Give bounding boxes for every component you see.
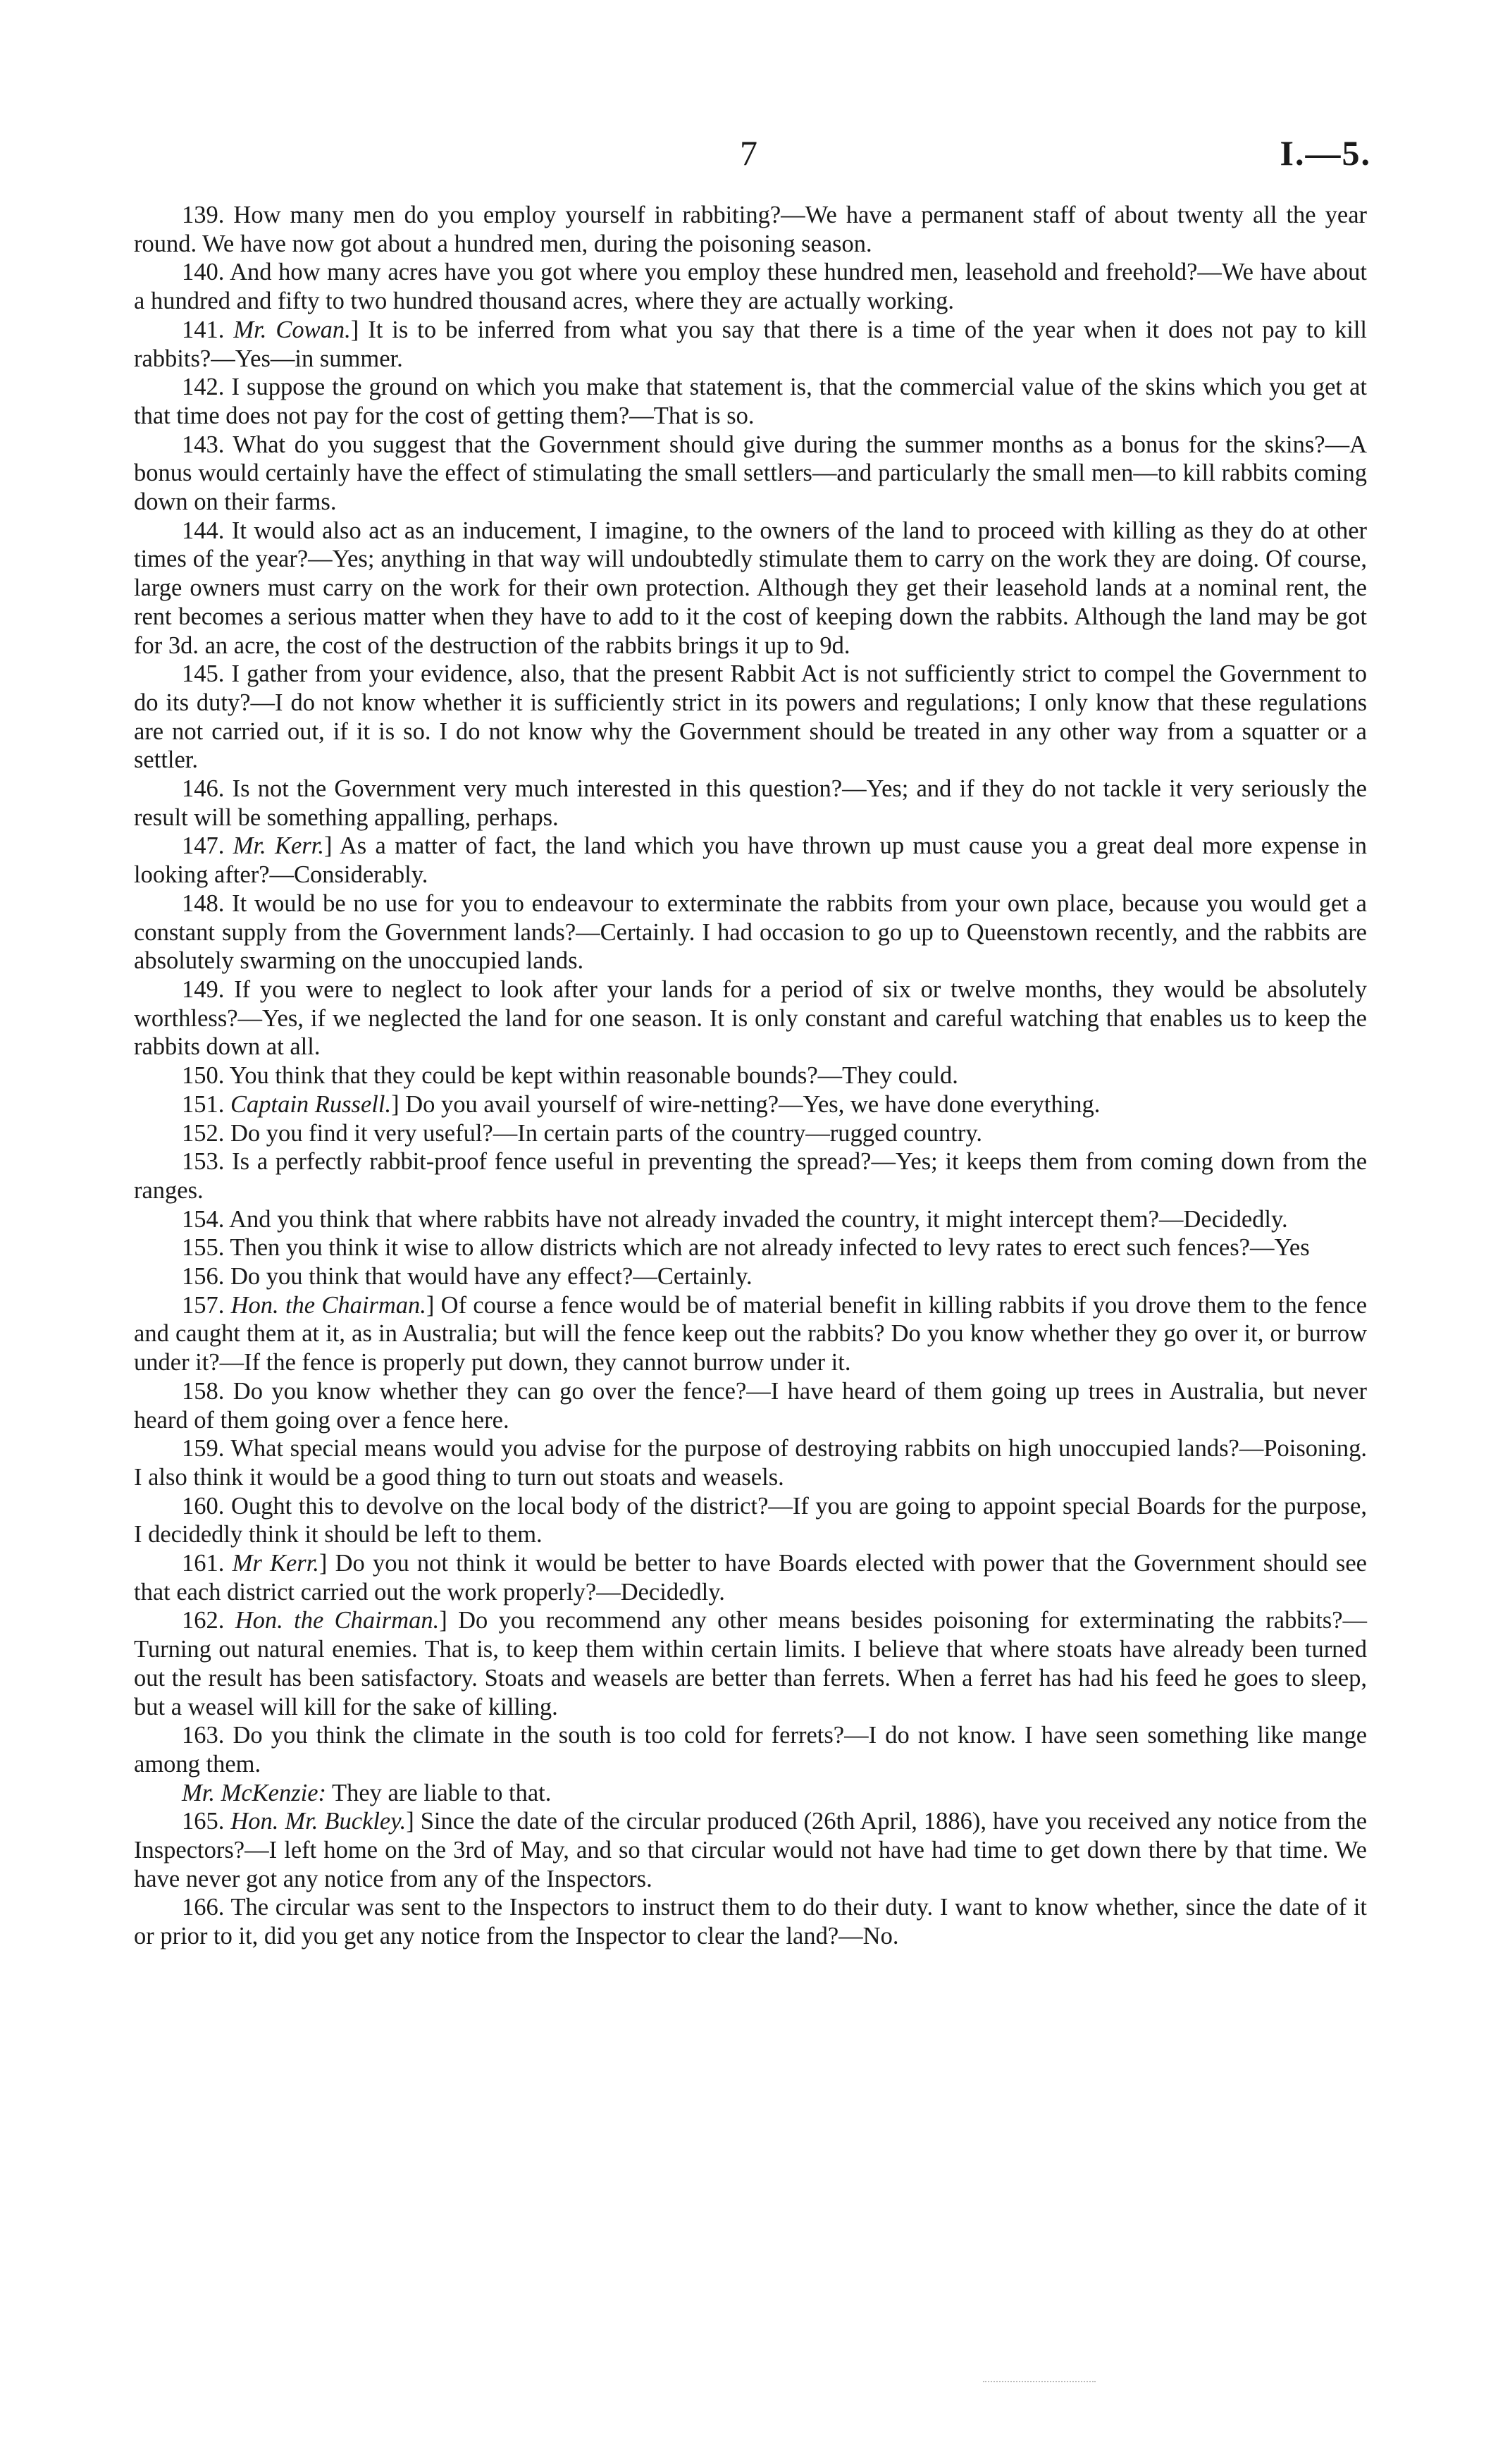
question-paragraph [134,889,1367,975]
question-number: 156. [182,1263,225,1290]
question-number: 165. [182,1808,225,1835]
speaker-name: Mr. Cowan. [233,316,351,343]
question-paragraph [134,517,1367,660]
question-text: Ought this to devolve on the local body of the district?—If you are going to appoint special Boards for the purpose, I decidedly think it should be left to them. [134,1492,1367,1548]
question-number: 160. [182,1492,225,1520]
question-text: ] Of course a fence would be of material benefit in killing rabbits if you drove them to the fence and caught them at it, as in Australia; but will the fence keep out the rabbits? Do you know whether they go over it, or burrow under it?—If the fence is properly put down, they cannot burrow under it. [134,1291,1368,1376]
question-paragraph [134,832,1367,889]
question-paragraph [134,1721,1367,1778]
question-text: Do you find it very useful?—In certain parts of the country—rugged country. [230,1119,982,1147]
question-text: Do you think the climate in the south is too cold for ferrets?—I do not know. I have seen something like mange among them. [134,1722,1368,1778]
question-paragraph [134,1779,1367,1808]
question-paragraph [134,1205,1367,1234]
question-number: 141. [182,316,225,343]
question-number: 153. [182,1148,225,1176]
question-number: 152. [182,1119,225,1147]
question-text: They are liable to that. [326,1779,552,1806]
question-paragraph [134,1549,1367,1606]
speaker-name: Hon. Mr. Buckley. [230,1808,407,1835]
question-text: Do you think that would have any effect?—Certainly. [230,1263,753,1290]
question-number: 163. [182,1722,225,1749]
question-number: 150. [182,1062,225,1090]
question-text: What special means would you advise for the purpose of destroying rabbits on high unoccupied lands?—Poisoning. I also think it would be a good thing to turn out stoats and weasels. [134,1435,1367,1491]
question-text: ] As a matter of fact, the land which you have thrown up must cause you a great deal more expense in looking after?—Considerably. [134,832,1368,889]
question-number: 151. [182,1090,225,1118]
question-number: 162. [182,1607,225,1634]
question-paragraph [134,1434,1367,1491]
question-text: You think that they could be kept within reasonable bounds?—They could. [229,1062,958,1090]
question-text: It would also act as an inducement, I imagine, to the owners of the land to proceed with killing as they do at other times of the year?—Yes; anything in that way will undoubtedly stimulate them to carry on the work they are doing. Of course, large owners must carry on the work for their own protection. Although they get their leasehold lands at a nominal rent, the rent becomes a serious matter when they have to add to it the cost of keeping down the rabbits. Although the land may be got for 3d. an acre, the cost of the destruction of the rabbits brings it up to 9d. [134,517,1367,659]
question-number: 148. [182,889,225,917]
question-text: And you think that where rabbits have not already invaded the country, it might intercept them?—Decidedly. [229,1205,1288,1233]
question-paragraph [134,1090,1367,1119]
speaker-name: Captain Russell. [230,1090,392,1118]
question-paragraph [134,201,1367,258]
page-number: 7 [740,133,757,173]
footer-dotted-rule [983,2381,1096,2382]
question-paragraph [134,775,1367,832]
question-paragraph [134,975,1367,1061]
question-paragraph [134,1119,1367,1148]
question-paragraph [134,258,1367,315]
question-text: It would be no use for you to endeavour to exterminate the rabbits from your own place, because you would get a constant supply from the Government lands?—Certainly. I had occasion to go up to Queenstown recently, and the rabbits are absolutely swarming on the unoccupied lands. [134,889,1367,975]
question-text: Do you know whether they can go over the fence?—I have heard of them going up trees in Australia, but never heard of them going over a fence here. [134,1377,1367,1434]
question-paragraph [134,1492,1367,1549]
question-number: 139. [182,202,225,228]
question-paragraph [134,1893,1367,1950]
question-text: I gather from your evidence, also, that the present Rabbit Act is not sufficiently strict to compel the Government to do its duty?—I do not know whether it is sufficiently strict in its powers and regulations; I only know that these regulations are not carried out, if it is so. I do not know why the Government should be treated in any other way from a squatter or a settler. [134,660,1368,774]
question-text: ] It is to be inferred from what you say that there is a time of the year when it does not pay to kill rabbits?—Yes—in summer. [134,316,1367,372]
question-number: 147. [182,832,225,860]
question-paragraph [134,373,1367,430]
question-number: 155. [182,1234,225,1262]
question-text: The circular was sent to the Inspectors to instruct them to do their duty. I want to know whether, since the date of it or prior to it, did you get any notice from the Inspector to clear the land?—No. [134,1894,1367,1950]
question-number: 157. [182,1291,225,1319]
question-paragraph [134,431,1367,517]
question-text: Is a perfectly rabbit-proof fence useful in preventing the spread?—Yes; it keeps them from coming down from the ranges. [134,1148,1368,1204]
question-number: 159. [182,1435,225,1462]
question-text: ] Since the date of the circular produced (26th April, 1886), have you received any notice from the Inspectors?—I left home on the 3rd of May, and so that circular would not have had time to get down there by that time. We have never got any notice from any of the Inspectors. [134,1808,1368,1892]
question-paragraph [134,1291,1367,1377]
question-paragraph [134,1262,1367,1291]
speaker-name: Hon. the Chairman. [230,1291,426,1319]
question-text: How many men do you employ yourself in rabbiting?—We have a permanent staff of about twenty all the year round. We have now got about a hundred men, during the poisoning season. [134,202,1367,257]
speaker-name: Mr Kerr. [232,1550,319,1577]
speaker-name: Mr. Kerr. [233,832,324,860]
question-number: 149. [182,975,225,1003]
question-text: ] Do you recommend any other means besides poisoning for exterminating the rabbits?—Turning out natural enemies. That is, to keep them within certain limits. I believe that where stoats have already been turned out the result has been satisfactory. Stoats and weasels are better than ferrets. When a ferret has had his feed he goes to sleep, but a weasel will kill for the sake of killing. [134,1607,1368,1720]
question-paragraph [134,1807,1367,1893]
question-number: 142. [182,374,225,401]
question-number: 140. [182,259,225,286]
question-text: Is not the Government very much interested in this question?—Yes; and if they do not tackle it very seriously the result will be something appalling, perhaps. [134,775,1367,831]
question-number: 143. [182,431,225,458]
speaker-name: Mr. McKenzie: [182,1779,327,1806]
question-number: 154. [182,1205,225,1233]
question-number: 158. [182,1377,225,1405]
question-text: And how many acres have you got where you employ these hundred men, leasehold and freehold?—We have about a hundred and fifty to two hundred thousand acres, where they are actually working. [134,259,1367,315]
question-text: ] Do you avail yourself of wire-netting?—Yes, we have done everything. [391,1090,1101,1118]
question-number: 144. [182,517,225,544]
question-text: ] Do you not think it would be better to have Boards elected with power that the Government should see that each district carried out the work properly?—Decidedly. [134,1550,1367,1606]
evidence-text [134,201,1367,1951]
document-reference: I.—5. [1280,133,1371,173]
question-paragraph [134,1606,1367,1721]
question-paragraph [134,1377,1367,1434]
question-number: 146. [182,775,225,803]
question-text: Then you think it wise to allow districts which are not already infected to levy rates to erect such fences?—Yes [230,1234,1310,1262]
question-text: If you were to neglect to look after your lands for a period of six or twelve months, they would be absolutely worthless?—Yes, if we neglected the land for one season. It is only constant and careful watching that enables us to keep the rabbits down at all. [134,975,1367,1061]
question-number: 161. [182,1550,225,1577]
speaker-name: Hon. the Chairman. [235,1607,440,1634]
question-paragraph [134,660,1367,775]
question-paragraph [134,1147,1367,1205]
question-text: I suppose the ground on which you make that statement is, that the commercial value of the skins which you get at that time does not pay for the cost of getting them?—That is so. [134,374,1368,429]
question-number: 166. [182,1894,225,1921]
question-number: 145. [182,660,225,688]
question-paragraph [134,316,1367,373]
question-paragraph [134,1233,1367,1262]
page-header [0,133,1498,182]
question-paragraph [134,1061,1367,1090]
question-text: What do you suggest that the Government should give during the summer months as a bonus for the skins?—A bonus would certainly have the effect of stimulating the small settlers—and particularly the small men—to kill rabbits coming down on their farms. [134,431,1367,516]
